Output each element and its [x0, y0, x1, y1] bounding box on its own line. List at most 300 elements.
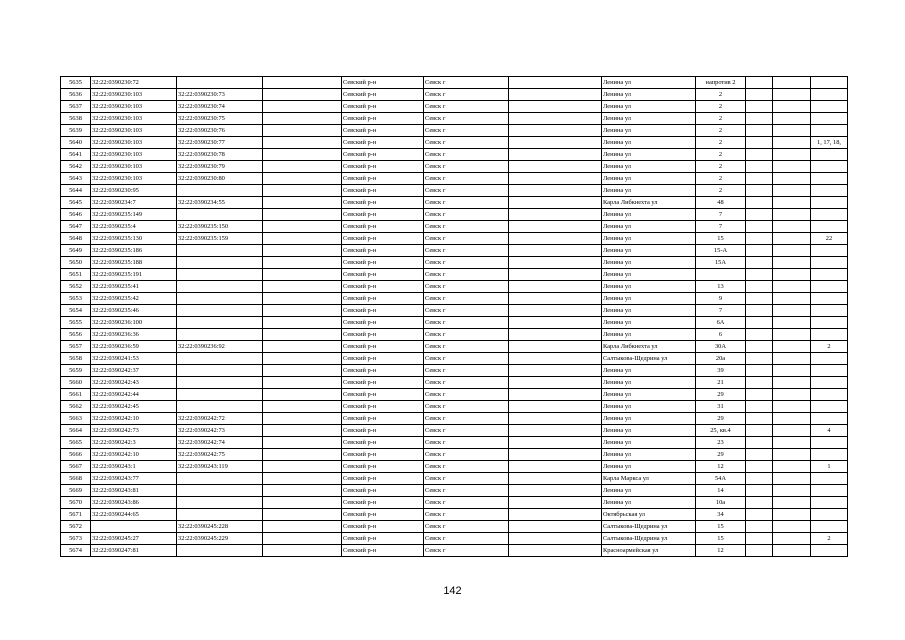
street-cell: Ленина ул — [602, 389, 696, 401]
empty-cell — [746, 485, 773, 497]
cadastral-number-cell: 32:22:0390230:103 — [91, 113, 177, 125]
cadastral-number-cell: 32:22:0390236:100 — [91, 317, 177, 329]
related-cadastral-number-cell — [177, 281, 263, 293]
street-cell: Ленина ул — [602, 221, 696, 233]
apartment-cell — [811, 521, 848, 533]
related-cadastral-number-cell — [177, 401, 263, 413]
district-cell: Севский р-н — [342, 89, 424, 101]
city-cell: Севск г — [424, 185, 509, 197]
empty-cell — [263, 425, 342, 437]
empty-cell — [773, 89, 811, 101]
related-cadastral-number-cell: 32:22:0390230:80 — [177, 173, 263, 185]
empty-cell — [509, 533, 602, 545]
cadastral-number-cell: 32:22:0390235:46 — [91, 305, 177, 317]
street-cell: Ленина ул — [602, 89, 696, 101]
table-row — [61, 473, 848, 485]
empty-cell — [773, 257, 811, 269]
table-row — [61, 161, 848, 173]
table-row — [61, 437, 848, 449]
empty-cell — [509, 485, 602, 497]
district-cell: Севский р-н — [342, 197, 424, 209]
table-row — [61, 389, 848, 401]
table-row — [61, 209, 848, 221]
empty-cell — [746, 113, 773, 125]
empty-cell — [263, 485, 342, 497]
table-row — [61, 533, 848, 545]
district-cell: Севский р-н — [342, 77, 424, 89]
empty-cell — [773, 245, 811, 257]
district-cell: Севский р-н — [342, 473, 424, 485]
apartment-cell — [811, 317, 848, 329]
registry-table-body — [61, 77, 848, 557]
district-cell: Севский р-н — [342, 293, 424, 305]
city-cell: Севск г — [424, 425, 509, 437]
apartment-cell: 22 — [811, 233, 848, 245]
empty-cell — [746, 173, 773, 185]
district-cell: Севский р-н — [342, 365, 424, 377]
city-cell: Севск г — [424, 341, 509, 353]
row-number-cell: 5672 — [61, 521, 91, 533]
empty-cell — [746, 317, 773, 329]
empty-cell — [773, 185, 811, 197]
street-cell: Ленина ул — [602, 281, 696, 293]
empty-cell — [509, 113, 602, 125]
empty-cell — [746, 185, 773, 197]
empty-cell — [263, 233, 342, 245]
apartment-cell — [811, 305, 848, 317]
empty-cell — [773, 485, 811, 497]
street-cell: Салтыкова-Щедрина ул — [602, 533, 696, 545]
row-number-cell: 5662 — [61, 401, 91, 413]
related-cadastral-number-cell — [177, 257, 263, 269]
empty-cell — [263, 113, 342, 125]
empty-cell — [509, 257, 602, 269]
row-number-cell: 5658 — [61, 353, 91, 365]
empty-cell — [509, 209, 602, 221]
empty-cell — [746, 281, 773, 293]
related-cadastral-number-cell — [177, 269, 263, 281]
empty-cell — [263, 509, 342, 521]
row-number-cell: 5649 — [61, 245, 91, 257]
empty-cell — [746, 137, 773, 149]
city-cell: Севск г — [424, 305, 509, 317]
related-cadastral-number-cell: 32:22:0390245:228 — [177, 521, 263, 533]
apartment-cell — [811, 77, 848, 89]
row-number-cell: 5669 — [61, 485, 91, 497]
cadastral-number-cell: 32:22:0390230:103 — [91, 125, 177, 137]
related-cadastral-number-cell — [177, 77, 263, 89]
city-cell: Севск г — [424, 293, 509, 305]
district-cell: Севский р-н — [342, 401, 424, 413]
empty-cell — [773, 437, 811, 449]
street-cell: Салтыкова-Щедрина ул — [602, 353, 696, 365]
empty-cell — [263, 77, 342, 89]
empty-cell — [509, 521, 602, 533]
city-cell: Севск г — [424, 521, 509, 533]
empty-cell — [509, 125, 602, 137]
table-row — [61, 413, 848, 425]
city-cell: Севск г — [424, 329, 509, 341]
street-cell: Ленина ул — [602, 425, 696, 437]
city-cell: Севск г — [424, 161, 509, 173]
empty-cell — [263, 269, 342, 281]
house-number-cell: 2 — [696, 161, 746, 173]
city-cell: Севск г — [424, 473, 509, 485]
row-number-cell: 5667 — [61, 461, 91, 473]
empty-cell — [509, 413, 602, 425]
empty-cell — [509, 293, 602, 305]
row-number-cell: 5650 — [61, 257, 91, 269]
empty-cell — [263, 365, 342, 377]
empty-cell — [509, 221, 602, 233]
table-row — [61, 197, 848, 209]
house-number-cell: 12 — [696, 545, 746, 557]
empty-cell — [773, 173, 811, 185]
empty-cell — [746, 221, 773, 233]
related-cadastral-number-cell: 32:22:0390230:75 — [177, 113, 263, 125]
empty-cell — [509, 245, 602, 257]
district-cell: Севский р-н — [342, 497, 424, 509]
related-cadastral-number-cell: 32:22:0390230:78 — [177, 149, 263, 161]
row-number-cell: 5663 — [61, 413, 91, 425]
apartment-cell — [811, 197, 848, 209]
district-cell: Севский р-н — [342, 209, 424, 221]
street-cell: Карла Маркса ул — [602, 473, 696, 485]
cadastral-number-cell: 32:22:0390230:103 — [91, 137, 177, 149]
apartment-cell — [811, 185, 848, 197]
house-number-cell: 15-А — [696, 245, 746, 257]
related-cadastral-number-cell — [177, 509, 263, 521]
cadastral-number-cell: 32:22:0390235:191 — [91, 269, 177, 281]
row-number-cell: 5659 — [61, 365, 91, 377]
cadastral-number-cell: 32:22:0390235:149 — [91, 209, 177, 221]
cadastral-number-cell: 32:22:0390230:103 — [91, 149, 177, 161]
empty-cell — [773, 329, 811, 341]
street-cell: Ленина ул — [602, 185, 696, 197]
apartment-cell — [811, 269, 848, 281]
empty-cell — [773, 197, 811, 209]
street-cell: Ленина ул — [602, 209, 696, 221]
house-number-cell: 2 — [696, 113, 746, 125]
house-number-cell: 2 — [696, 185, 746, 197]
empty-cell — [773, 137, 811, 149]
empty-cell — [263, 245, 342, 257]
apartment-cell — [811, 413, 848, 425]
cadastral-number-cell: 32:22:0390242:37 — [91, 365, 177, 377]
empty-cell — [773, 341, 811, 353]
empty-cell — [509, 449, 602, 461]
table-row — [61, 173, 848, 185]
empty-cell — [746, 293, 773, 305]
cadastral-number-cell: 32:22:0390235:4 — [91, 221, 177, 233]
apartment-cell — [811, 221, 848, 233]
related-cadastral-number-cell: 32:22:0390230:77 — [177, 137, 263, 149]
street-cell: Ленина ул — [602, 497, 696, 509]
house-number-cell: 15 — [696, 533, 746, 545]
empty-cell — [509, 101, 602, 113]
house-number-cell: 15 — [696, 521, 746, 533]
empty-cell — [509, 425, 602, 437]
street-cell: Ленина ул — [602, 485, 696, 497]
table-row — [61, 149, 848, 161]
cadastral-number-cell: 32:22:0390242:10 — [91, 413, 177, 425]
house-number-cell: 31 — [696, 401, 746, 413]
row-number-cell: 5637 — [61, 101, 91, 113]
empty-cell — [773, 365, 811, 377]
empty-cell — [263, 389, 342, 401]
empty-cell — [773, 113, 811, 125]
row-number-cell: 5646 — [61, 209, 91, 221]
district-cell: Севский р-н — [342, 245, 424, 257]
empty-cell — [509, 269, 602, 281]
empty-cell — [263, 305, 342, 317]
street-cell: Ленина ул — [602, 413, 696, 425]
empty-cell — [773, 425, 811, 437]
registry-table — [60, 76, 848, 557]
empty-cell — [509, 185, 602, 197]
city-cell: Севск г — [424, 257, 509, 269]
related-cadastral-number-cell — [177, 389, 263, 401]
street-cell: Ленина ул — [602, 125, 696, 137]
empty-cell — [263, 317, 342, 329]
apartment-cell — [811, 401, 848, 413]
cadastral-number-cell: 32:22:0390236:59 — [91, 341, 177, 353]
district-cell: Севский р-н — [342, 389, 424, 401]
district-cell: Севский р-н — [342, 305, 424, 317]
street-cell: Ленина ул — [602, 461, 696, 473]
city-cell: Севск г — [424, 209, 509, 221]
row-number-cell: 5670 — [61, 497, 91, 509]
cadastral-number-cell: 32:22:0390244:65 — [91, 509, 177, 521]
row-number-cell: 5639 — [61, 125, 91, 137]
row-number-cell: 5673 — [61, 533, 91, 545]
empty-cell — [773, 377, 811, 389]
street-cell: Ленина ул — [602, 269, 696, 281]
page-number: 142 — [443, 585, 462, 597]
street-cell: Ленина ул — [602, 173, 696, 185]
table-row — [61, 233, 848, 245]
related-cadastral-number-cell: 32:22:0390234:55 — [177, 197, 263, 209]
apartment-cell — [811, 485, 848, 497]
city-cell: Севск г — [424, 269, 509, 281]
district-cell: Севский р-н — [342, 461, 424, 473]
empty-cell — [773, 149, 811, 161]
empty-cell — [509, 461, 602, 473]
house-number-cell: напротив 2 — [696, 77, 746, 89]
empty-cell — [263, 461, 342, 473]
apartment-cell — [811, 353, 848, 365]
empty-cell — [773, 161, 811, 173]
related-cadastral-number-cell: 32:22:0390242:72 — [177, 413, 263, 425]
empty-cell — [746, 305, 773, 317]
apartment-cell — [811, 509, 848, 521]
cadastral-number-cell: 32:22:0390243:1 — [91, 461, 177, 473]
empty-cell — [773, 125, 811, 137]
empty-cell — [746, 101, 773, 113]
empty-cell — [263, 473, 342, 485]
empty-cell — [509, 545, 602, 557]
empty-cell — [773, 77, 811, 89]
empty-cell — [773, 221, 811, 233]
house-number-cell: 2 — [696, 173, 746, 185]
empty-cell — [509, 353, 602, 365]
city-cell: Севск г — [424, 377, 509, 389]
cadastral-number-cell: 32:22:0390236:36 — [91, 329, 177, 341]
related-cadastral-number-cell — [177, 485, 263, 497]
empty-cell — [509, 233, 602, 245]
row-number-cell: 5664 — [61, 425, 91, 437]
cadastral-number-cell: 32:22:0390235:42 — [91, 293, 177, 305]
empty-cell — [773, 497, 811, 509]
street-cell: Ленина ул — [602, 437, 696, 449]
apartment-cell — [811, 293, 848, 305]
row-number-cell: 5651 — [61, 269, 91, 281]
empty-cell — [773, 461, 811, 473]
empty-cell — [773, 233, 811, 245]
cadastral-number-cell: 32:22:0390243:86 — [91, 497, 177, 509]
district-cell: Севский р-н — [342, 437, 424, 449]
related-cadastral-number-cell: 32:22:0390243:119 — [177, 461, 263, 473]
empty-cell — [509, 473, 602, 485]
empty-cell — [746, 437, 773, 449]
empty-cell — [746, 401, 773, 413]
row-number-cell: 5660 — [61, 377, 91, 389]
district-cell: Севский р-н — [342, 533, 424, 545]
apartment-cell — [811, 437, 848, 449]
empty-cell — [263, 353, 342, 365]
empty-cell — [773, 389, 811, 401]
house-number-cell: 30А — [696, 341, 746, 353]
empty-cell — [746, 353, 773, 365]
district-cell: Севский р-н — [342, 137, 424, 149]
empty-cell — [746, 125, 773, 137]
empty-cell — [746, 521, 773, 533]
related-cadastral-number-cell: 32:22:0390242:73 — [177, 425, 263, 437]
empty-cell — [263, 329, 342, 341]
cadastral-number-cell: 32:22:0390247:81 — [91, 545, 177, 557]
house-number-cell: 7 — [696, 209, 746, 221]
empty-cell — [773, 353, 811, 365]
apartment-cell — [811, 329, 848, 341]
empty-cell — [746, 377, 773, 389]
table-row — [61, 269, 848, 281]
empty-cell — [773, 317, 811, 329]
house-number-cell: 15А — [696, 257, 746, 269]
empty-cell — [263, 197, 342, 209]
row-number-cell: 5653 — [61, 293, 91, 305]
empty-cell — [263, 185, 342, 197]
related-cadastral-number-cell: 32:22:0390236:92 — [177, 341, 263, 353]
table-row — [61, 257, 848, 269]
cadastral-number-cell: 32:22:0390230:103 — [91, 161, 177, 173]
city-cell: Севск г — [424, 353, 509, 365]
city-cell: Севск г — [424, 437, 509, 449]
related-cadastral-number-cell — [177, 365, 263, 377]
cadastral-number-cell: 32:22:0390235:186 — [91, 245, 177, 257]
house-number-cell: 54А — [696, 473, 746, 485]
empty-cell — [746, 461, 773, 473]
house-number-cell: 25, кв.4 — [696, 425, 746, 437]
apartment-cell: 2 — [811, 533, 848, 545]
apartment-cell — [811, 113, 848, 125]
street-cell: Ленина ул — [602, 293, 696, 305]
city-cell: Севск г — [424, 221, 509, 233]
row-number-cell: 5666 — [61, 449, 91, 461]
district-cell: Севский р-н — [342, 341, 424, 353]
house-number-cell: 7 — [696, 221, 746, 233]
city-cell: Севск г — [424, 245, 509, 257]
empty-cell — [263, 101, 342, 113]
related-cadastral-number-cell: 32:22:0390230:79 — [177, 161, 263, 173]
empty-cell — [509, 317, 602, 329]
empty-cell — [509, 137, 602, 149]
table-row — [61, 521, 848, 533]
house-number-cell: 29 — [696, 389, 746, 401]
empty-cell — [509, 197, 602, 209]
house-number-cell: 2 — [696, 89, 746, 101]
empty-cell — [746, 389, 773, 401]
empty-cell — [509, 305, 602, 317]
empty-cell — [509, 389, 602, 401]
city-cell: Севск г — [424, 509, 509, 521]
table-row — [61, 101, 848, 113]
related-cadastral-number-cell — [177, 245, 263, 257]
related-cadastral-number-cell — [177, 293, 263, 305]
empty-cell — [773, 305, 811, 317]
empty-cell — [773, 281, 811, 293]
row-number-cell: 5641 — [61, 149, 91, 161]
row-number-cell: 5647 — [61, 221, 91, 233]
related-cadastral-number-cell: 32:22:0390235:150 — [177, 221, 263, 233]
street-cell: Ленина ул — [602, 113, 696, 125]
row-number-cell: 5640 — [61, 137, 91, 149]
cadastral-number-cell: 32:22:0390241:53 — [91, 353, 177, 365]
related-cadastral-number-cell: 32:22:0390242:75 — [177, 449, 263, 461]
district-cell: Севский р-н — [342, 449, 424, 461]
cadastral-number-cell: 32:22:0390230:103 — [91, 89, 177, 101]
district-cell: Севский р-н — [342, 509, 424, 521]
empty-cell — [509, 365, 602, 377]
row-number-cell: 5643 — [61, 173, 91, 185]
table-row — [61, 89, 848, 101]
empty-cell — [509, 173, 602, 185]
street-cell: Ленина ул — [602, 77, 696, 89]
house-number-cell: 6А — [696, 317, 746, 329]
cadastral-number-cell: 32:22:0390234:7 — [91, 197, 177, 209]
empty-cell — [773, 401, 811, 413]
street-cell: Ленина ул — [602, 377, 696, 389]
row-number-cell: 5665 — [61, 437, 91, 449]
city-cell: Севск г — [424, 365, 509, 377]
table-row — [61, 185, 848, 197]
table-row — [61, 113, 848, 125]
apartment-cell — [811, 89, 848, 101]
empty-cell — [263, 497, 342, 509]
empty-cell — [263, 341, 342, 353]
district-cell: Севский р-н — [342, 233, 424, 245]
district-cell: Севский р-н — [342, 161, 424, 173]
street-cell: Ленина ул — [602, 257, 696, 269]
empty-cell — [509, 437, 602, 449]
street-cell: Ленина ул — [602, 149, 696, 161]
empty-cell — [509, 149, 602, 161]
city-cell: Севск г — [424, 485, 509, 497]
district-cell: Севский р-н — [342, 521, 424, 533]
city-cell: Севск г — [424, 125, 509, 137]
related-cadastral-number-cell: 32:22:0390242:74 — [177, 437, 263, 449]
cadastral-number-cell: 32:22:0390242:45 — [91, 401, 177, 413]
related-cadastral-number-cell: 32:22:0390245:229 — [177, 533, 263, 545]
